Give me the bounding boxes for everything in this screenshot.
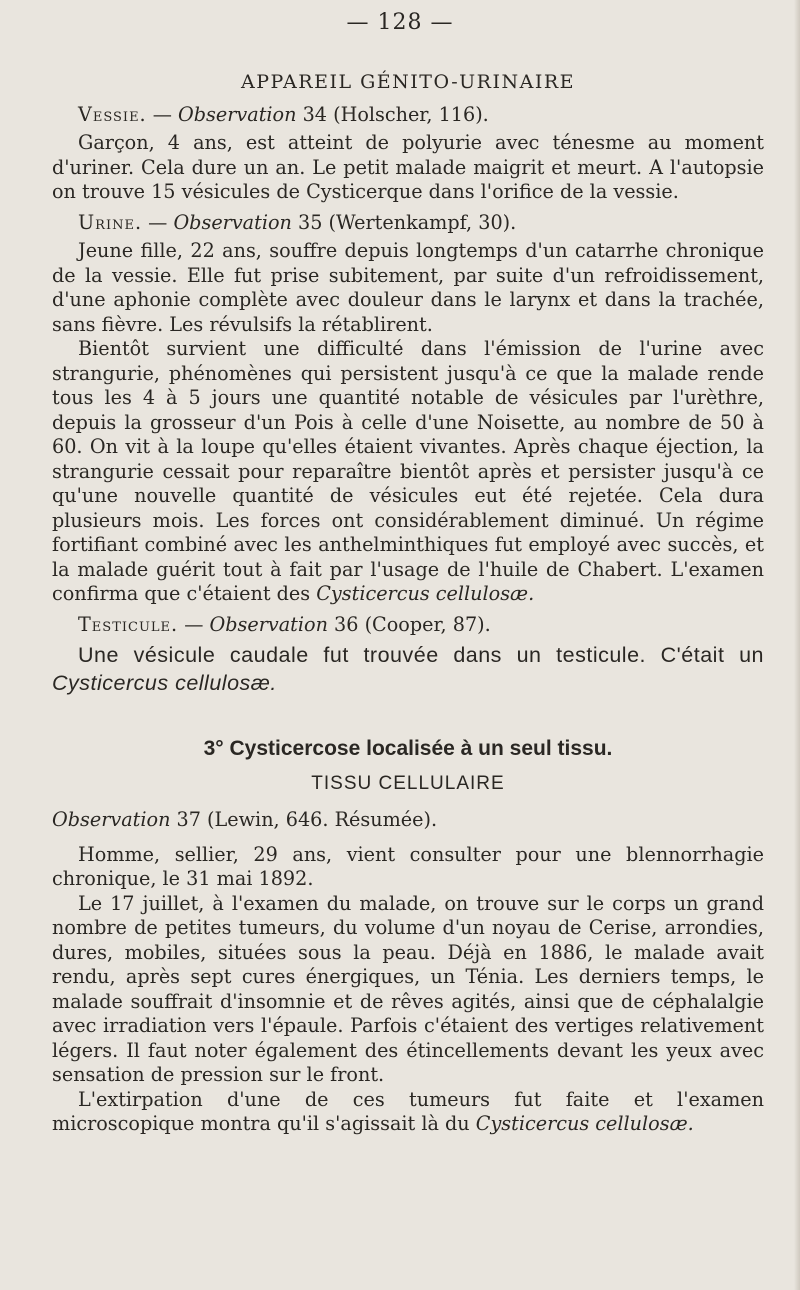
testicule-dash: — bbox=[178, 612, 210, 636]
testicule-paragraph-text: Une vésicule caudale fut trouvée dans un testicule. C'était un bbox=[78, 643, 764, 667]
observation-37-heading bbox=[52, 808, 764, 833]
testicule-species-name: Cysticercus cellulosæ. bbox=[52, 671, 277, 695]
testicule-observation-word: Observation bbox=[209, 612, 328, 636]
vessie-paragraph: Garçon, 4 ans, est atteint de polyurie avec ténesme au moment d'uriner. Cela dure un an. Le petit malade maigrit et meurt. A l'autopsie on trouve 15 vésicules de Cysticerque dans l'orifice de la vessie. bbox=[52, 131, 764, 203]
obs37-observation-ref: 37 (Lewin, 646. Résumée). bbox=[170, 808, 438, 831]
urine-subheading bbox=[52, 211, 764, 236]
vessie-label: Vessie. bbox=[78, 102, 147, 126]
urine-paragraph-1: Jeune fille, 22 ans, souffre depuis longtemps d'un catarrhe chronique de la vessie. Elle fut prise subitement, par suite d'un refroidissement, d'une aphonie complète avec douleur dans le larynx et dans la trachée, sans fièvre. Les révulsifs la rétablirent. bbox=[52, 239, 764, 336]
homme-species-name: Cysticercus cellulosæ. bbox=[475, 1112, 694, 1135]
homme-paragraph-3 bbox=[52, 1088, 764, 1137]
urine-observation-ref: 35 (Wertenkampf, 30). bbox=[291, 210, 517, 234]
page-body bbox=[52, 70, 764, 1137]
urine-species-name: Cysticercus cellulosæ. bbox=[316, 582, 535, 605]
homme-paragraph-3-text: L'extirpation d'une de ces tumeurs fut faite et l'examen microscopique montra qu'il s'agissait là du bbox=[52, 1087, 764, 1135]
urine-label: Urine. bbox=[78, 210, 143, 234]
testicule-observation-ref: 36 (Cooper, 87). bbox=[327, 612, 491, 636]
vessie-dash: — bbox=[146, 102, 179, 126]
vessie-observation-word: Observation bbox=[178, 102, 297, 126]
obs37-observation-word: Observation bbox=[52, 808, 171, 831]
page-number: — 128 — bbox=[346, 10, 454, 35]
urine-observation-word: Observation bbox=[173, 210, 292, 234]
testicule-subheading bbox=[52, 613, 764, 638]
homme-paragraph-1: Homme, sellier, 29 ans, vient consulter pour une blennorrhagie chronique, le 31 mai 1892. bbox=[52, 842, 764, 890]
vessie-observation-ref: 34 (Holscher, 116). bbox=[296, 102, 489, 126]
tissu-title: TISSU CELLULAIRE bbox=[311, 772, 505, 794]
urine-paragraph-2-text: Bientôt survient une difficulté dans l'émission de l'urine avec strangurie, phénomènes qui persistent jusqu'à ce que la malade rende tous les 4 à 5 jours une quantité notable de vésicules par l'urèthre, depuis la grosseur d'un Pois à celle d'une Noisette, au nombre de 50 à 60. On vit à la loupe qu'elles étaient vivantes. Après chaque éjection, la strangurie cessait pour reparaître bientôt après et persister jusqu'à ce qu'une nouvelle quantité de vésicules eut été rejetée. Cela dura plusieurs mois. Les forces ont considérablement diminué. Un régime fortifiant combiné avec les anthelminthiques fut employé avec succès, et la malade guérit tout à fait par l'usage de l'huile de Chabert. L'examen confirma que c'étaient des bbox=[52, 337, 764, 605]
section-title: 3° Cysticercose localisée à un seul tissu. bbox=[203, 737, 613, 760]
vessie-subheading bbox=[52, 103, 764, 128]
testicule-label: Testicule. bbox=[78, 612, 179, 636]
page-edge-shadow bbox=[794, 0, 800, 1290]
chapter-title: APPAREIL GÉNITO-URINAIRE bbox=[241, 71, 575, 93]
urine-paragraph-2 bbox=[52, 337, 764, 607]
testicule-paragraph bbox=[52, 641, 764, 697]
urine-dash: — bbox=[142, 210, 174, 234]
homme-paragraph-2: Le 17 juillet, à l'examen du malade, on trouve sur le corps un grand nombre de petites tumeurs, du volume d'un noyau de Cerise, arrondies, dures, mobiles, situées sous la peau. Déjà en 1886, le malade avait rendu, après sept cures énergiques, un Ténia. Les derniers temps, le malade souffrait d'insomnie et de rêves agités, ainsi que de céphalalgie avec irradiation vers l'épaule. Parfois c'étaient des vertiges relativement légers. Il faut noter également des étincellements devant les yeux avec sensation de pression sur le front. bbox=[52, 891, 764, 1086]
